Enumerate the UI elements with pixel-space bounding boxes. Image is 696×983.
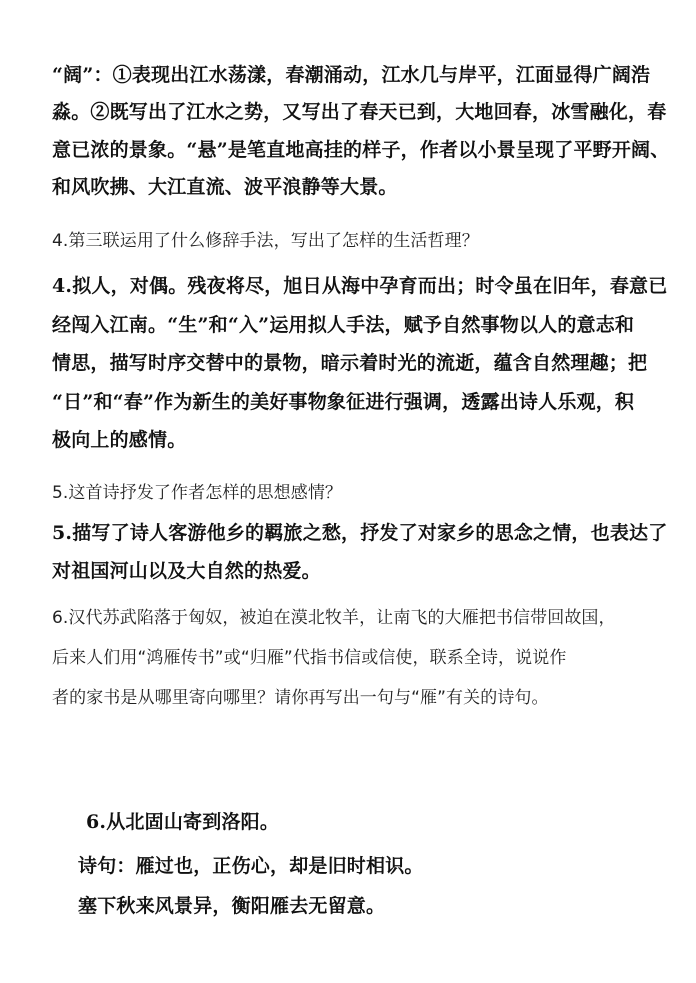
answer-4-line: “日”和“春”作为新生的美好事物象征进行强调，透露出诗人乐观，积 — [52, 391, 635, 413]
answer-6-poem-line: 塞下秋来风景异，衡阳雁去无留意。 — [78, 895, 386, 917]
answer-4-line: 极向上的感情。 — [52, 429, 187, 451]
answer-paragraph-line: “阔”：①表现出江水荡漾，春潮涌动，江水几与岸平，江面显得广阔浩 — [52, 64, 651, 86]
answer-4-line: 4.拟人，对偶。残夜将尽，旭日从海中孕育而出；时令虽在旧年，春意已 — [52, 275, 668, 297]
answer-paragraph-line: 淼。②既写出了江水之势，又写出了春天已到，大地回春，冰雪融化，春 — [52, 101, 667, 123]
answer-5-line: 对祖国河山以及大自然的热爱。 — [52, 560, 321, 582]
question-6-line: 6.汉代苏武陷落于匈奴，被迫在漠北牧羊，让南飞的大雁把书信带回故国， — [52, 608, 616, 628]
answer-6-poem-line: 诗句：雁过也，正伤心，却是旧时相识。 — [78, 855, 424, 877]
question-5: 5.这首诗抒发了作者怎样的思想感情？ — [52, 483, 343, 503]
question-6-line: 者的家书是从哪里寄向哪里？请你再写出一句与“雁”有关的诗句。 — [52, 688, 549, 708]
answer-5-line: 5.描写了诗人客游他乡的羁旅之愁，抒发了对家乡的思念之情，也表达了 — [52, 522, 668, 544]
answer-4-line: 经闯入江南。“生”和“入”运用拟人手法，赋予自然事物以人的意志和 — [52, 314, 635, 336]
answer-6-line: 6.从北固山寄到洛阳。 — [86, 811, 280, 833]
answer-paragraph-line: 意已浓的景象。“悬”是笔直地高挂的样子，作者以小景呈现了平野开阔、 — [52, 139, 670, 161]
answer-paragraph-line: 和风吹拂、大江直流、波平浪静等大景。 — [52, 176, 398, 198]
question-4: 4.第三联运用了什么修辞手法，写出了怎样的生活哲理？ — [52, 231, 479, 251]
answer-4-line: 情思，描写时序交替中的景物，暗示着时光的流逝，蕴含自然理趣；把 — [52, 352, 648, 374]
question-6-line: 后来人们用“鸿雁传书”或“归雁”代指书信或信使，联系全诗，说说作 — [52, 648, 567, 668]
